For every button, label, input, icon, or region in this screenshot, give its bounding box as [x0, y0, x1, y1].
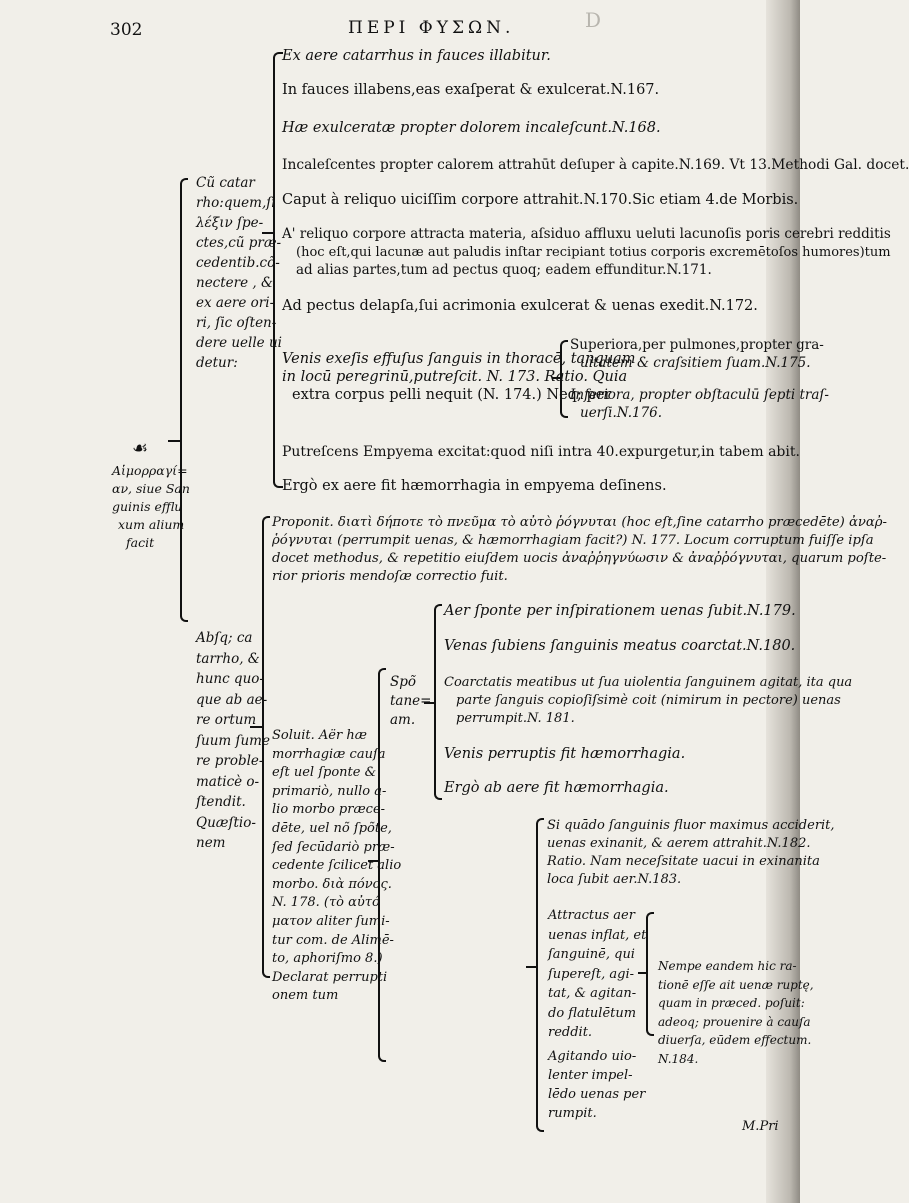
spontanea-3b: parte ſanguis copioſiſsimè coit (nimirum in pectore) uenas	[456, 693, 841, 708]
agitando-line: Agitando uio-	[548, 1049, 637, 1064]
proponit-1: Proponit. διατὶ δήποτε τὸ πνεῦμα τὸ αὐτὸ ῥόγνυται (hoc eſt,ſine catarrho præcedēte) ἀναῤ-	[272, 515, 888, 530]
running-title: ΠΕΡΙ ΦΥΣΩΝ.	[348, 18, 515, 38]
superiora-b: uitatem & craſsitiem ſuam.N.175.	[580, 355, 811, 371]
soluit-line: morrhagiæ cauſa	[272, 746, 386, 762]
margin-heading-1: Αἱμορραγί=	[112, 463, 188, 478]
proponit-3: docet methodus, & repetitio eiuſdem uocis ἀναῤῥηγνύωσιν & ἀναῤῥόγνυται, quarum poſte-	[272, 551, 887, 566]
nempe-line: Nempe eandem hic ra-	[658, 959, 797, 973]
soluit-line: tur com. de Alimē-	[272, 932, 394, 948]
brace-tip	[262, 232, 274, 234]
spontanea-5: Ergò ab aere fit hæmorrhagia.	[444, 780, 669, 796]
margin-heading-3: guinis efflu	[112, 499, 183, 514]
line-8c: extra corpus pelli nequit (N. 174.) Neq; per	[292, 387, 612, 403]
nempe-line: N.184.	[658, 1051, 699, 1066]
nonsponte-1b: uenas exinanit, & aerem attrahit.N.182.	[547, 836, 811, 851]
cum-catarrho-line: rho:quem,ſi	[196, 195, 276, 211]
brace-cum-tip	[168, 440, 180, 442]
sub-brace-tip	[552, 377, 560, 379]
soluit-line: dēte, uel nõ ſpõte,	[272, 821, 392, 836]
nonsponte-1a: Si quādo ſanguinis fluor maximus acciderit,	[547, 818, 835, 833]
brace-non-spontanea-list	[536, 818, 544, 1132]
soluit-line: ματον aliter ſumi-	[272, 914, 390, 929]
soluit-line: primariò, nullo a-	[272, 783, 387, 799]
inferiora-b: uerſi.N.176.	[580, 405, 663, 421]
cum-catarrho-line: detur:	[196, 355, 238, 371]
soluit-line: Declarat perrupti	[272, 969, 388, 985]
proponit-4: rior prioris mendoſæ correctio fuit.	[272, 569, 508, 584]
soluit-line: eſt uel ſponte &	[272, 765, 377, 781]
spontanea-2: Venas ſubiens ſanguinis meatus coarctat.N.180.	[444, 638, 796, 654]
attractus-line: tat, & agitan-	[548, 986, 637, 1001]
soluit-line: Soluit. Aër hæ	[272, 728, 367, 743]
brace-cum-catarrho	[180, 178, 188, 622]
superiora-a: Superiora,per pulmones,propter gra-	[570, 337, 824, 353]
line-10: Ergò ex aere fit hæmorrhagia in empyema deſinens.	[282, 478, 667, 494]
cum-catarrho-line: ctes,cũ præ-	[196, 235, 282, 251]
line-3: Hæ exulceratæ propter dolorem incaleſcunt.N.168.	[282, 120, 661, 136]
attractus-line: do flatulētum	[548, 1005, 637, 1021]
line-1: Ex aere catarrhus in fauces illabitur.	[282, 48, 551, 64]
agitando-line: lēdo uenas per	[548, 1087, 646, 1102]
cum-catarrho-line: cedentib.cõ-	[196, 255, 280, 271]
absque-catarrho-line: re ortum	[196, 712, 257, 728]
brace-proponit-soluit	[262, 516, 270, 978]
line-5: Caput à reliquo uiciſſim corpore attrahit.N.170.Sic etiam 4.de Morbis.	[282, 192, 799, 208]
margin-heading-4: xum alium	[118, 517, 185, 532]
soluit-line: morbo. διὰ πόνος.	[272, 876, 392, 892]
nonsponte-1d: loca ſubit aer.N.183.	[547, 872, 682, 887]
cum-catarrho-line: ri, ſic oſten-	[196, 315, 277, 331]
attractus-line: ſupereſt, agi-	[548, 966, 635, 982]
page-number: 302	[110, 20, 143, 40]
brace-nempe-tip	[638, 972, 646, 974]
soluit-line: to, aphoriſmo 8.)	[272, 951, 383, 967]
fleuron-icon: ☙	[132, 438, 149, 459]
spontanea-4: Venis perruptis fit hæmorrhagia.	[444, 746, 686, 762]
line-9: Putreſcens Empyema excitat:quod niſi intra 40.expurgetur,in tabem abit.	[282, 444, 800, 460]
nempe-line: quam in præced. poſuit:	[658, 996, 805, 1010]
attractus-line: Attractus aer	[548, 908, 635, 923]
nempe-line: diuerſa, eūdem effectum.	[658, 1033, 812, 1047]
attractus-line: uenas inflat, et	[548, 927, 647, 943]
nempe-line: adeoq; prouenire à cauſa	[658, 1014, 811, 1029]
brace-sponte-nonsponte	[378, 668, 386, 1062]
sub-brace-superiora	[560, 340, 568, 418]
absque-catarrho-line: maticè o-	[196, 773, 260, 790]
margin-heading-5: facit	[126, 535, 155, 550]
bleed-through-title: D	[585, 8, 602, 32]
soluit-line: ſed ſecūdariò præ-	[272, 839, 395, 855]
brace-spontanea-tip	[424, 702, 434, 704]
line-4: Incaleſcentes propter calorem attrahūt deſuper à capite.N.169. Vt 13.Methodi Gal. docet.	[282, 157, 909, 173]
spontaneam-line: Spõ	[390, 674, 417, 690]
spontaneam-line: am.	[390, 712, 416, 728]
cum-catarrho-line: dere uelle ui	[196, 335, 282, 351]
cum-catarrho-line: ex aere ori-	[196, 295, 275, 311]
line-2: In fauces illabens,eas exaſperat & exulcerat.N.167.	[282, 82, 660, 98]
brace-nempe	[646, 912, 654, 1036]
absque-catarrho-line: Quæſtio-	[196, 814, 256, 831]
line-6c: ad alias partes,tum ad pectus quoq; eadem effunditur.N.171.	[296, 262, 712, 278]
nonsponte-1c: Ratio. Nam neceſsitate uacui in exinanita	[547, 854, 820, 869]
proponit-2: ῥόγνυται (perrumpit uenas, & hæmorrhagiam facit?) N. 177. Locum corruptum fuiſſe ipſa	[272, 533, 874, 548]
brace-spontanea-list	[434, 604, 442, 800]
absque-catarrho-line: hunc quo-	[196, 671, 264, 687]
spontanea-3a: Coarctatis meatibus ut ſua uiolentia ſanguinem agitat, ita qua	[444, 675, 853, 690]
cum-catarrho-line: nectere , &	[196, 275, 273, 291]
brace-sponte-tip	[368, 860, 378, 862]
soluit-line: lio morbo præce-	[272, 802, 386, 818]
attractus-line: ſanguinē, qui	[548, 947, 635, 962]
cum-catarrho-line: λέξιν ſpe-	[196, 215, 264, 231]
soluit-line: N. 178. (τὸ αὐτό	[272, 895, 380, 911]
absque-catarrho-line: ſuum ſume	[196, 732, 270, 749]
absque-catarrho-line: nem	[196, 835, 226, 851]
line-8b: in locū peregrinū,putreſcit. N. 173. Ratio. Quia	[282, 369, 628, 385]
line-7: Ad pectus delapſa,ſui acrimonia exulcerat & uenas exedit.N.172.	[282, 298, 758, 314]
agitando-line: lenter impel-	[548, 1068, 633, 1083]
spontanea-1: Aer ſponte per inſpirationem uenas ſubit.N.179.	[444, 603, 796, 619]
brace-non-spontanea-tip	[526, 966, 536, 968]
agitando-line: rumpit.	[548, 1106, 597, 1121]
absque-catarrho-line: Abſq; ca	[196, 630, 253, 646]
brace-proponit-tip	[250, 726, 262, 728]
absque-catarrho-line: ſtendit.	[196, 794, 246, 810]
absque-catarrho-line: tarrho, &	[196, 650, 260, 667]
nempe-line: tionē eſſe ait uenæ ruptę,	[658, 977, 814, 992]
spontanea-3c: perrumpit.N. 181.	[456, 711, 575, 726]
line-6a: A' reliquo corpore attracta materia, aſsiduo affluxu ueluti lacunoſis poris cerebri redditis	[282, 226, 891, 242]
inferiora-a: Inferiora, propter obſtaculū ſepti traſ-	[570, 387, 829, 403]
attractus-line: reddit.	[548, 1025, 593, 1040]
absque-catarrho-line: que ab ae-	[196, 691, 268, 708]
spontaneam-line: tane=	[390, 693, 432, 709]
soluit-line: cedente ſcilicet alio	[272, 858, 402, 874]
cum-catarrho-line: Cũ catar	[196, 175, 255, 191]
margin-heading-2: αν, siue San	[112, 481, 190, 496]
absque-catarrho-line: re proble-	[196, 753, 264, 769]
catchword: M.Pri	[742, 1119, 779, 1134]
soluit-line: onem tum	[272, 988, 339, 1004]
line-8a: Venis exeſis effuſus ſanguis in thoracē, tanquam	[282, 351, 636, 367]
line-6b: (hoc eſt,qui lacunæ aut paludis inſtar recipiant totius corporis excremētoſos humores)tum	[296, 245, 891, 260]
